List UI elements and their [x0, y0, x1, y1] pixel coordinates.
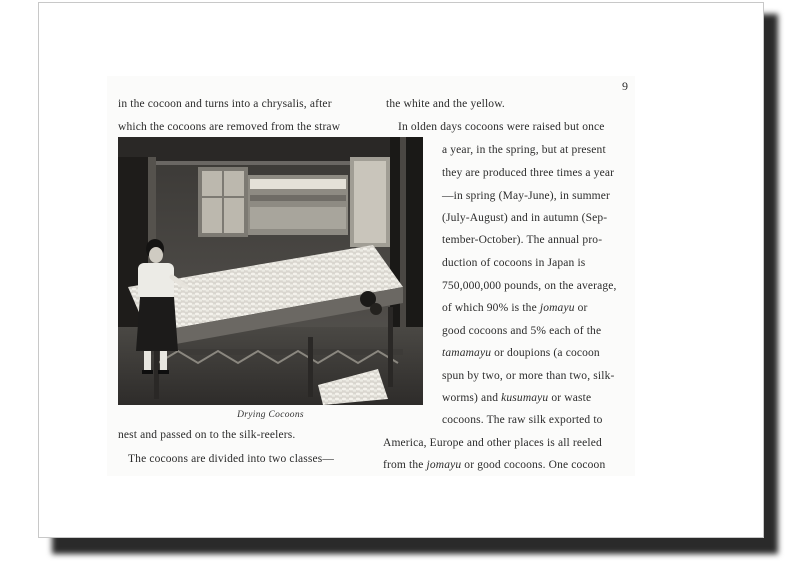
right-text-line-5: —in spring (May-June), in summer: [442, 190, 611, 202]
right-text-line-11: good cocoons and 5% each of the: [442, 325, 602, 337]
right-text-line-16: America, Europe and other places is all reeled: [383, 437, 602, 449]
left-text-line-1: in the cocoon and turns into a chrysalis, after: [118, 98, 332, 110]
right-text-line-6: (July-August) and in autumn (Sep-: [442, 212, 608, 224]
right-text-line-12: tamamayu or doupions (a cocoon: [442, 347, 600, 359]
right-text-line-2: In olden days cocoons were raised but once: [398, 121, 605, 133]
right-text-line-1: the white and the yellow.: [386, 98, 505, 110]
right-text-line-15: cocoons. The raw silk exported to: [442, 414, 603, 426]
right-text-line-7: tember-October). The annual pro-: [442, 234, 603, 246]
right-text-line-10: of which 90% is the jomayu or: [442, 302, 588, 314]
right-text-line-14: worms) and kusumayu or waste: [442, 392, 592, 404]
right-text-line-8: duction of cocoons in Japan is: [442, 257, 586, 269]
photo-illustration: [118, 137, 423, 405]
right-text-line-3: a year, in the spring, but at present: [442, 144, 606, 156]
right-text-line-9: 750,000,000 pounds, on the average,: [442, 280, 617, 292]
right-text-line-17: from the jomayu or good cocoons. One cocoon: [383, 459, 606, 471]
left-text-line-3: nest and passed on to the silk-reelers.: [118, 429, 296, 441]
left-text-line-2: which the cocoons are removed from the straw: [118, 121, 341, 133]
drying-cocoons-photo: [118, 137, 423, 405]
figure-caption: Drying Cocoons: [237, 410, 304, 420]
right-text-line-4: they are produced three times a year: [442, 167, 615, 179]
page-number: 9: [622, 79, 628, 93]
right-text-line-13: spun by two, or more than two, silk-: [442, 370, 615, 382]
left-text-line-4: The cocoons are divided into two classes—: [128, 453, 335, 465]
